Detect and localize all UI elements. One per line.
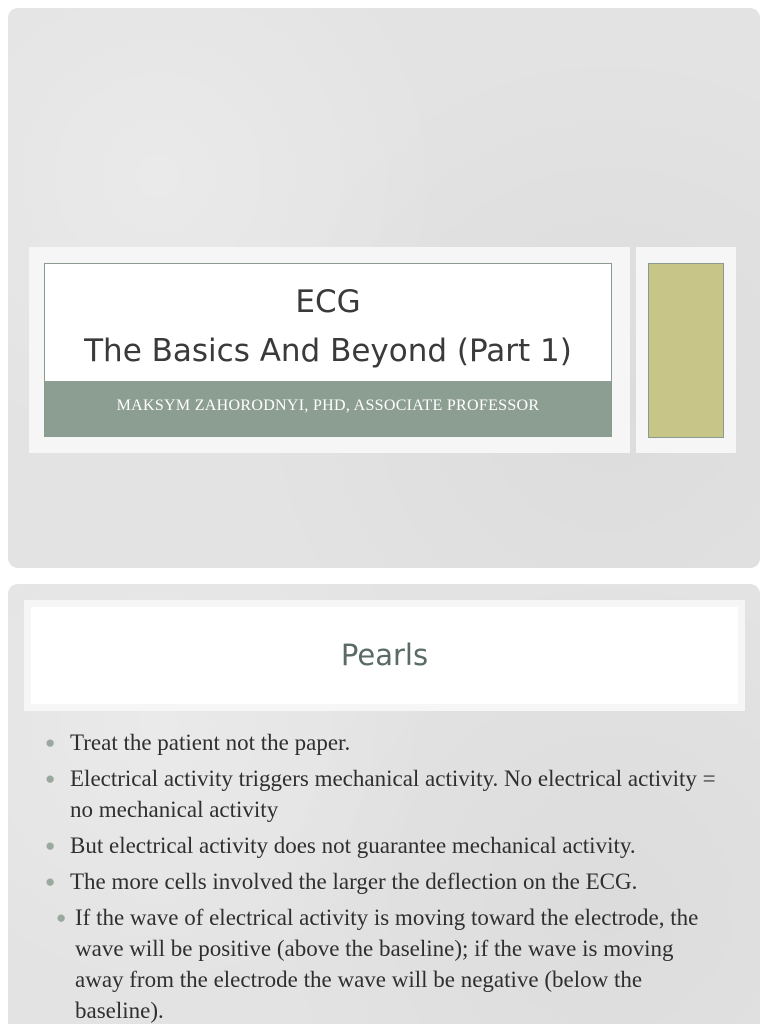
bullet-item-indented [8, 902, 760, 1024]
bullet-dot-icon: ● [45, 733, 56, 752]
bullet-list [8, 727, 760, 1024]
bullet-dot-icon: ● [45, 872, 56, 891]
bullet-item [8, 866, 760, 897]
bullet-text: Electrical activity triggers mechanical activity. No electrical activity = no mechanical activity [70, 766, 716, 822]
bullet-item [8, 727, 760, 758]
slide-title [45, 264, 611, 382]
bullet-item [8, 830, 760, 861]
slide-title-line-1: ECG [295, 284, 361, 320]
pearls-slide [8, 584, 760, 1024]
title-slide [8, 8, 760, 568]
bullet-dot-icon: ● [56, 908, 67, 927]
bullet-dot-icon: ● [45, 836, 56, 855]
title-box [44, 263, 612, 437]
slide-heading: Pearls [31, 607, 738, 704]
bullet-item [8, 763, 760, 825]
slide-subtitle: MAKSYM ZAHORODNYI, PHD, ASSOCIATE PROFESSOR [45, 381, 611, 436]
bullet-text: But electrical activity does not guarantee mechanical activity. [70, 833, 636, 858]
bullet-text: If the wave of electrical activity is moving toward the electrode, the wave will be positive (above the baseline); if the wave is moving away from the electrode the wave will be negative (below the baseline). [75, 905, 699, 1023]
heading-frame [24, 600, 745, 711]
bullet-text: The more cells involved the larger the deflection on the ECG. [70, 869, 638, 894]
bullet-dot-icon: ● [45, 769, 56, 788]
bullet-text: Treat the patient not the paper. [70, 730, 351, 755]
accent-block [648, 263, 724, 438]
slide-title-line-2: The Basics And Beyond (Part 1) [84, 333, 572, 369]
accent-frame [636, 247, 736, 453]
title-frame [29, 247, 630, 453]
